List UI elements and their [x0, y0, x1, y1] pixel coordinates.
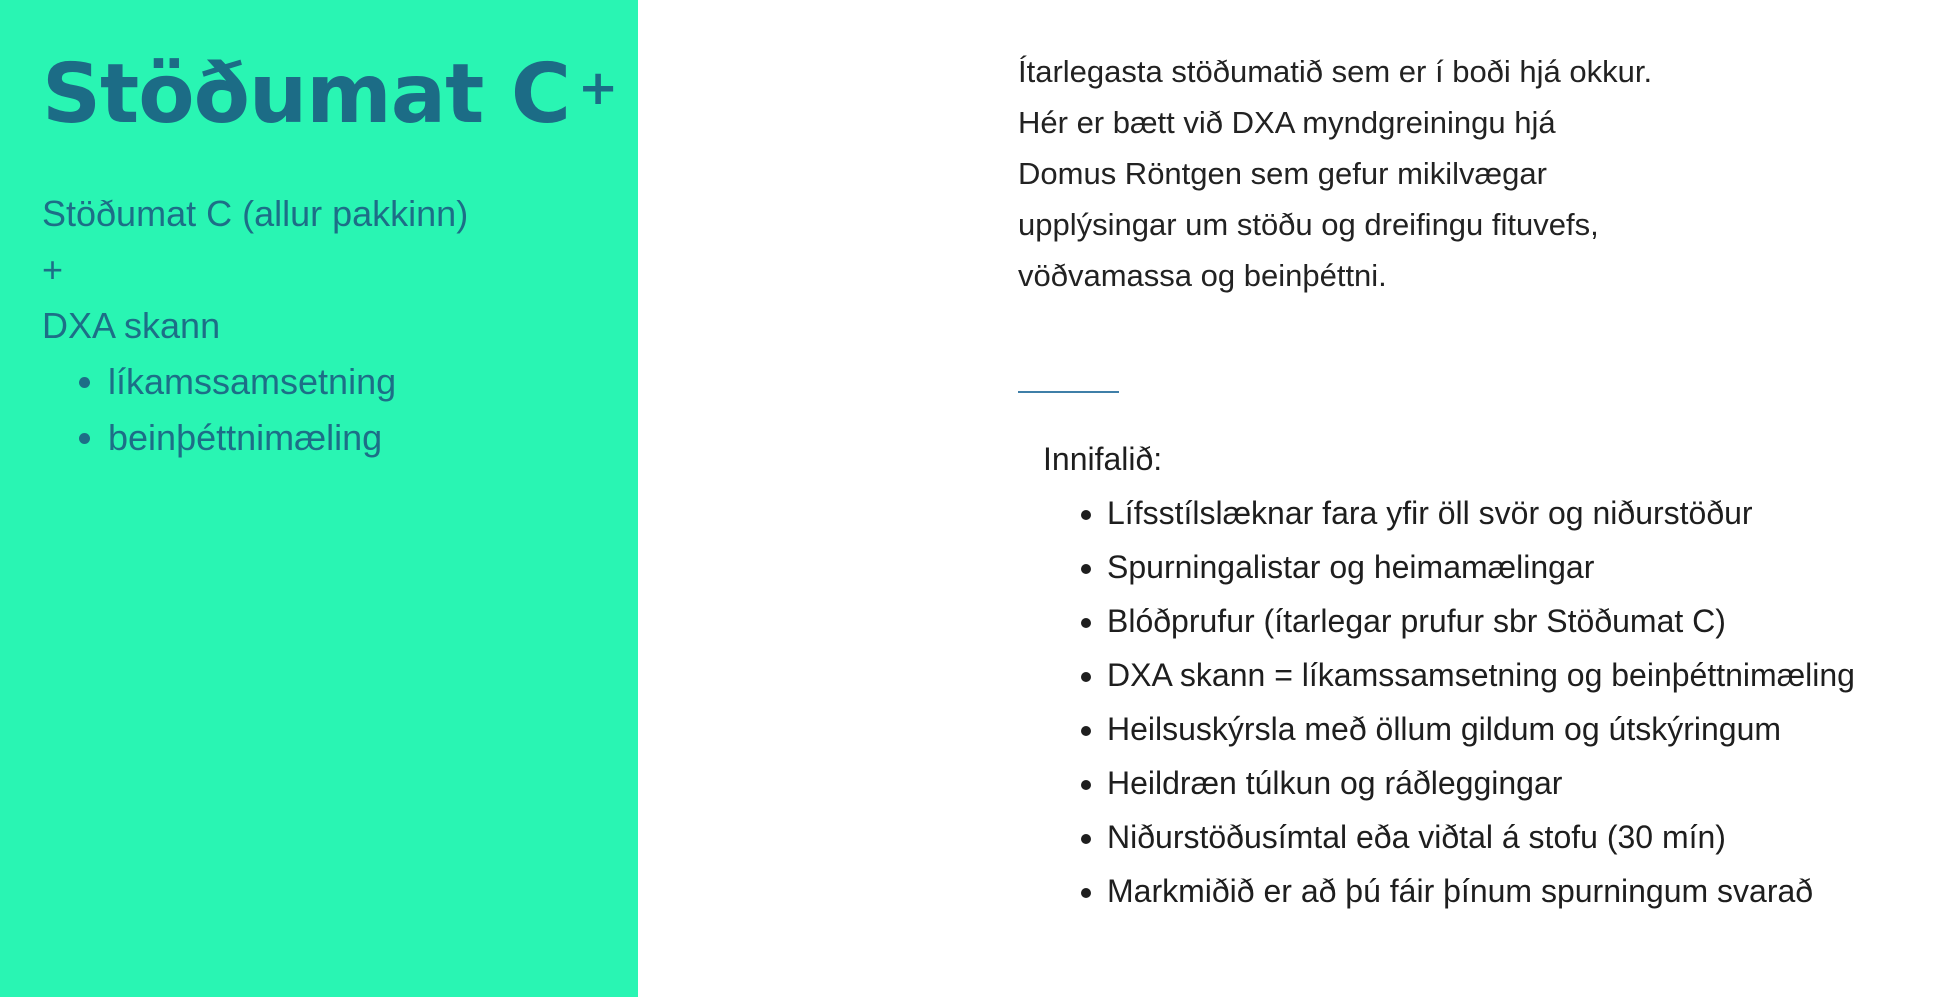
included-list-item: • Heildræn túlkun og ráðleggingar — [1107, 756, 1923, 810]
package-line-plus: + — [42, 249, 64, 290]
page-title-plus: + — [578, 60, 618, 116]
dxa-list — [42, 354, 602, 466]
intro-line: Domus Röntgen sem gefur mikilvægar — [1018, 156, 1547, 191]
included-list-item: • Markmiðið er að þú fáir þínum spurningum svarað — [1107, 864, 1923, 918]
included-heading: Innifalið: — [1043, 441, 1163, 477]
included-list-item: • DXA skann = líkamssamsetning og beinþéttnimæling — [1107, 648, 1923, 702]
package-summary — [42, 186, 602, 466]
intro-line: Ítarlegasta stöðumatið sem er í boði hjá okkur. — [1018, 54, 1653, 89]
package-line-base: Stöðumat C (allur pakkinn) — [42, 193, 469, 234]
dxa-list-item: • líkamssamsetning — [108, 354, 602, 410]
section-divider — [1018, 391, 1119, 393]
left-panel — [0, 0, 638, 997]
included-list-item: • Niðurstöðusímtal eða viðtal á stofu (30 mín) — [1107, 810, 1923, 864]
package-line-dxa: DXA skann — [42, 305, 221, 346]
included-list-item: • Heilsuskýrsla með öllum gildum og útskýringum — [1107, 702, 1923, 756]
dxa-list-item: • beinþéttnimæling — [108, 410, 602, 466]
intro-line: upplýsingar um stöðu og dreifingu fituvefs, — [1018, 207, 1599, 242]
intro-line: Hér er bætt við DXA myndgreiningu hjá — [1018, 105, 1556, 140]
included-list-item: • Spurningalistar og heimamælingar — [1107, 540, 1923, 594]
page-title-text: Stöðumat C — [42, 47, 571, 142]
included-list-item: • Blóðprufur (ítarlegar prufur sbr Stöðumat C) — [1107, 594, 1923, 648]
included-list-item: • Lífsstílslæknar fara yfir öll svör og niðurstöður — [1107, 486, 1923, 540]
intro-line: vöðvamassa og beinþéttni. — [1018, 258, 1387, 293]
included-section — [1043, 432, 1923, 918]
included-list — [1043, 486, 1923, 918]
intro-paragraph — [1018, 46, 1778, 301]
page-title — [42, 47, 618, 142]
